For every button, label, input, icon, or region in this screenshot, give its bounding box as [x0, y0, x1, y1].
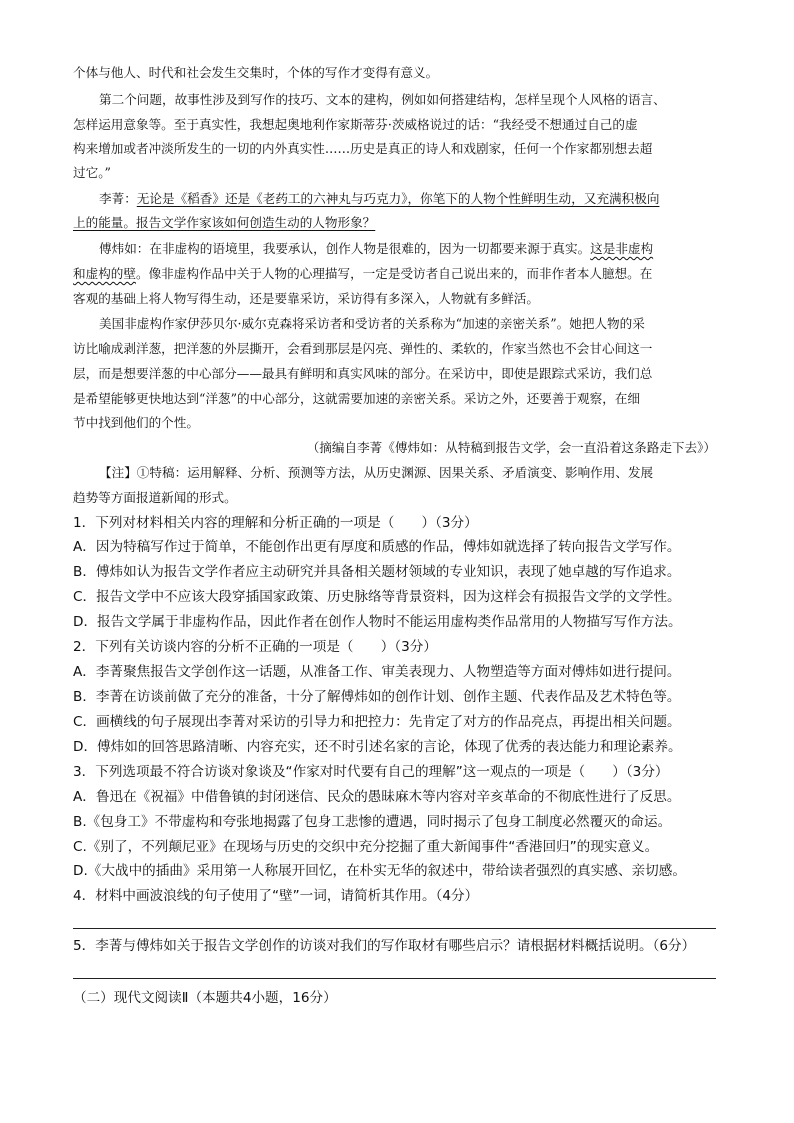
speaker-li: 李菁： [99, 191, 137, 206]
question-3-stem: 3．下列选项最不符合访谈对象谈及“作家对时代要有自己的理解”这一观点的一项是（ ）（3分） [73, 764, 669, 780]
paragraph-second-line-4: 过它。” [73, 165, 111, 180]
question-3-option-a: A．鲁迅在《祝福》中借鲁镇的封闭迷信、民众的愚昧麻木等内容对辛亥革命的不彻底性进行了反思。 [73, 789, 681, 805]
question-1-option-a: A．因为特稿写作过于简单，不能创作出更有厚度和质感的作品，傅炜如就选择了转向报告文学写作。 [73, 539, 681, 555]
question-2-option-d: D．傅炜如的回答思路清晰、内容充实，还不时引述名家的言论，体现了优秀的表达能力和理论素养。 [73, 739, 682, 755]
question-1-option-b: B．傅炜如认为报告文学作者应主动研究并具备相关题材领域的专业知识，表现了她卓越的写作追求。 [73, 564, 681, 580]
paragraph-second-line-1: 第二个问题，故事性涉及到写作的技巧、文本的建构，例如如何搭建结构，怎样呈现个人风格的语言、 [99, 92, 666, 107]
li-question-line-1 [99, 190, 659, 208]
wavy-sentence-cont: 和虚构的壁 [73, 266, 136, 281]
isabel-paragraph-line-3: 层，而是想要洋葱的中心部分——最具有鲜明和真实风味的部分。在采访中，即使是跟踪式采访，我们总 [73, 366, 653, 381]
li-question-line-2 [73, 214, 375, 232]
question-2-option-a: A．李菁聚焦报告文学创作这一话题，从准备工作、审美表现力、人物塑造等方面对傅炜如进行提问。 [73, 664, 681, 680]
underlined-sentence: 无论是《稻香》还是《老药工的六神丸与巧克力》，你笔下的人物个性鲜明生动，又充满积极向 [136, 191, 660, 206]
question-3-option-b: B.《包身工》不带虚构和夸张地揭露了包身工悲惨的遭遇，同时揭示了包身工制度必然覆灭的命运。 [73, 814, 672, 830]
fu-answer-text: 傅炜如：在非虚构的语境里，我要承认，创作人物是很难的，因为一切都要来源于真实。 [99, 241, 591, 256]
paragraph-second-line-3: 构来增加或者冲淡所发生的一切的内外真实性……历史是真正的诗人和戏剧家，任何一个作家都别想去超 [73, 141, 653, 156]
note-line-1: 【注】①特稿：运用解释、分析、预测等方法，从历史渊源、因果关系、矛盾演变、影响作用、发展 [99, 465, 654, 480]
fu-answer-line-1 [99, 240, 653, 258]
paragraph-end-line: 个体与他人、时代和社会发生交集时，个体的写作才变得有意义。 [73, 65, 439, 80]
answer-line-q4[interactable] [73, 928, 716, 929]
section-heading: （二）现代文阅读Ⅱ（本题共4小题，16分） [73, 990, 337, 1006]
isabel-paragraph-line-2: 访比喻成剥洋葱，把洋葱的外层撕开，会看到那层是闪亮、弹性的、柔软的，作家当然也不会甘心间这一 [73, 341, 653, 356]
fu-answer-line-2 [73, 265, 652, 283]
question-4-stem: 4．材料中画波浪线的句子使用了“壁”一词，请简析其作用。（4分） [73, 888, 479, 904]
question-1-option-d: D．报告文学属于非虚构作品，因此作者在创作人物时不能运用虚构类作品常用的人物描写写作方法。 [73, 614, 682, 630]
fu-answer-line-3: 客观的基础上将人物写得生动，还是要靠采访，采访得有多深入，人物就有多鲜活。 [73, 291, 539, 306]
source-citation: （摘编自李菁《傅炜如：从特稿到报告文学，会一直沿着这条路走下去》） [306, 440, 716, 455]
isabel-paragraph-line-5: 节中找到他们的个性。 [73, 415, 199, 430]
isabel-paragraph-line-1: 美国非虚构作家伊莎贝尔·威尔克森将采访者和受访者的关系称为“加速的亲密关系”。她把人物的采 [99, 316, 645, 331]
isabel-paragraph-line-4: 是希望能够更快地达到“洋葱”的中心部分，这就需要加速的亲密关系。采访之外，还要善于观察，在细 [73, 391, 641, 406]
question-3-option-c: C.《别了，不列颠尼亚》在现场与历史的交织中充分挖掘了重大新闻事件“香港回归”的现实意义。 [73, 839, 659, 855]
question-2-option-c: C．画横线的句子展现出李菁对采访的引导力和把控力：先肯定了对方的作品亮点，再提出相关问题。 [73, 714, 681, 730]
question-1-option-c: C．报告文学中不应该大段穿插国家政策、历史脉络等背景资料，因为这样会有损报告文学的文学性。 [73, 589, 681, 605]
paragraph-second-line-2: 怎样运用意象等。至于真实性，我想起奥地利作家斯蒂芬·茨威格说过的话：“我经受不想通过自己的虚 [73, 117, 638, 132]
underlined-sentence-cont: 上的能量。报告文学作家该如何创造生动的人物形象？ [73, 215, 376, 230]
wavy-sentence: 这是非虚构 [590, 241, 654, 256]
question-5-stem: 5．李菁与傅炜如关于报告文学创作的访谈对我们的写作取材有哪些启示？请根据材料概括说明。（6分） [73, 938, 696, 954]
note-line-2: 趋势等方面报道新闻的形式。 [73, 490, 237, 505]
fu-answer-text-2: 。像非虚构作品中关于人物的心理描写，一定是受访者自己说出来的，而非作者本人臆想。在 [135, 266, 653, 281]
question-3-option-d: D.《大战中的插曲》采用第一人称展开回忆，在朴实无华的叙述中，带给读者强烈的真实感、亲切感。 [73, 863, 686, 879]
question-2-stem: 2．下列有关访谈内容的分析不正确的一项是（ ）（3分） [73, 639, 437, 655]
answer-line-q5[interactable] [73, 978, 716, 979]
question-1-stem: 1．下列对材料相关内容的理解和分析正确的一项是（ ）（3分） [73, 515, 478, 531]
question-2-option-b: B．李菁在访谈前做了充分的准备，十分了解傅炜如的创作计划、创作主题、代表作品及艺术特色等。 [73, 689, 681, 705]
